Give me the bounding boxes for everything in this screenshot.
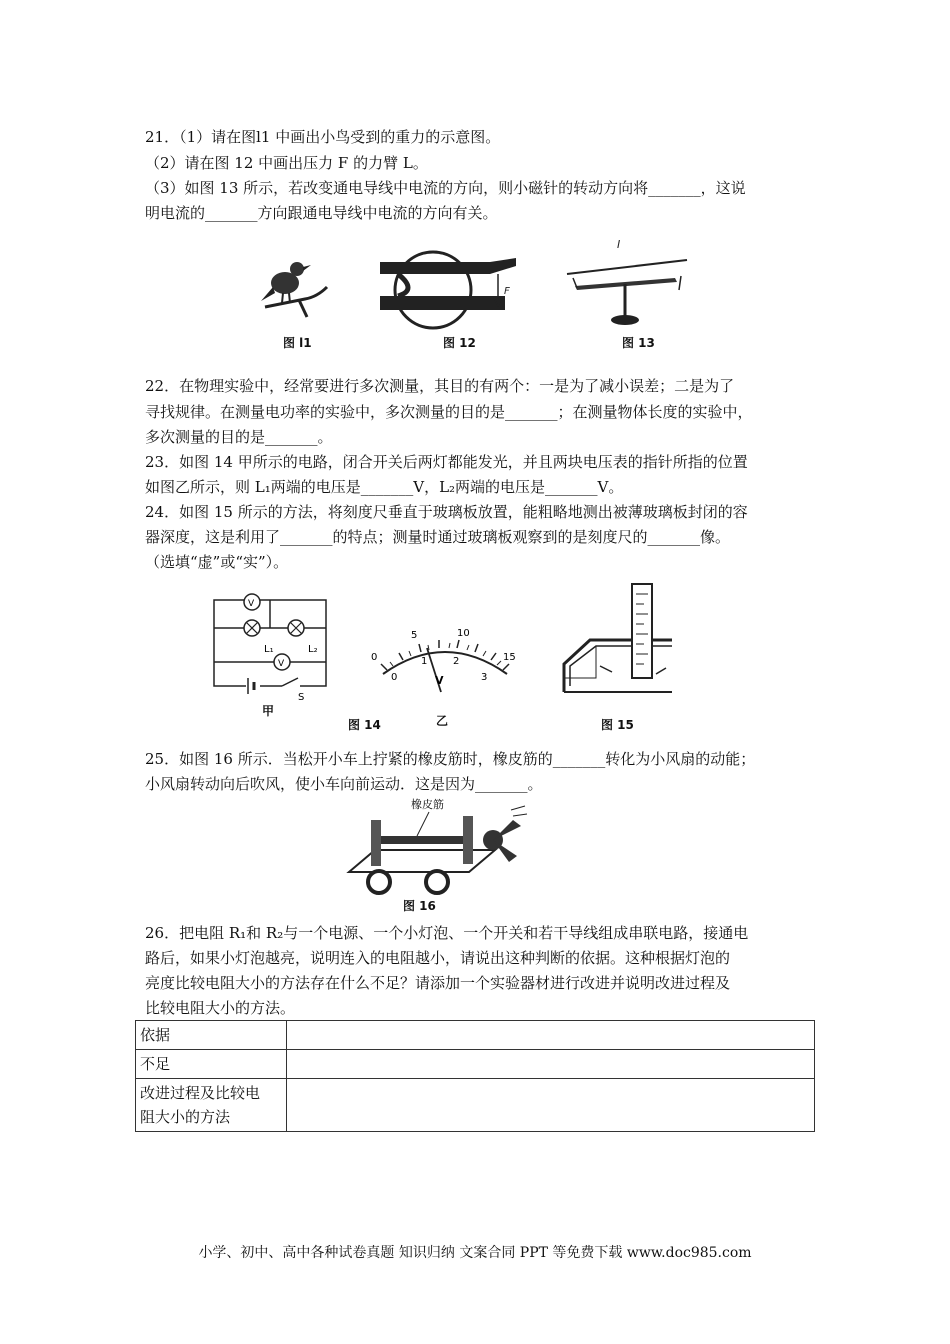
q21-line-3: （3）如图 13 所示，若改变通电导线中电流的方向，则小磁针的转动方向将_______，这说 [145, 179, 746, 197]
table-row [136, 1050, 815, 1079]
scale-top-15: 15 [503, 652, 516, 663]
figure-11-bird [255, 245, 340, 330]
figure-11-caption: 图 l1 [283, 336, 312, 350]
figure-14-L1-label: L₁ [264, 644, 274, 655]
table-answer-basis[interactable] [287, 1021, 815, 1050]
figure-13-compass [565, 238, 690, 330]
table-row [136, 1021, 815, 1050]
figure-12-force-label: F [504, 286, 510, 297]
figure-14-circuit [210, 592, 335, 702]
page-footer: 小学、初中、高中各种试卷真题 知识归纳 文案合同 PPT 等免费下载 www.doc985.com [198, 1245, 752, 1261]
scale-bottom-0: 0 [391, 672, 398, 683]
figure-16-fan-car [345, 796, 530, 896]
scale-top-5: 5 [411, 630, 418, 641]
q24-line-2: 器深度，这是利用了_______的特点；测量时通过玻璃板观察到的是刻度尺的_______像。 [145, 528, 731, 546]
figure-15-caption: 图 15 [601, 718, 634, 732]
figure-16-caption: 图 16 [403, 899, 436, 913]
figure-16-rubber-band-label: 橡皮筋 [411, 798, 444, 811]
figure-12-caption: 图 12 [443, 336, 476, 350]
q23-line-2: 如图乙所示，则 L₁两端的电压是_______V，L₂两端的电压是_______V。 [145, 478, 624, 496]
scale-bottom-3: 3 [481, 672, 488, 683]
scale-bottom-1: 1 [421, 656, 428, 667]
svg-text:V: V [278, 659, 285, 669]
scale-bottom-2: 2 [453, 656, 460, 667]
figure-13-current-label: I [617, 238, 621, 251]
table-label-improvement [136, 1079, 287, 1132]
table-label-shortcoming: 不足 [136, 1050, 287, 1079]
q26-line-3: 亮度比较电阻大小的方法存在什么不足？请添加一个实验器材进行改进并说明改进过程及 [145, 974, 731, 992]
answer-table [135, 1020, 815, 1132]
figure-14-voltmeter [365, 620, 525, 710]
figure-14-caption: 图 14 [348, 718, 381, 732]
q26-line-4: 比较电阻大小的方法。 [145, 999, 296, 1017]
table-answer-shortcoming[interactable] [287, 1050, 815, 1079]
q21-line-4: 明电流的_______方向跟通电导线中电流的方向有关。 [145, 204, 498, 222]
q24-line-3: （选填“虚”或“实”）。 [145, 553, 289, 571]
figure-14-yi-label: 乙 [436, 714, 449, 728]
q22-line-2: 寻找规律。在测量电功率的实验中，多次测量的目的是_______；在测量物体长度的实验中， [145, 403, 753, 421]
table-label-improvement-line2: 阻大小的方法 [140, 1108, 231, 1126]
q26-line-2: 路后，如果小灯泡越亮，说明连入的电阻越小，请说出这种判断的依据。这种根据灯泡的 [145, 949, 731, 967]
q22-line-3: 多次测量的目的是_______。 [145, 428, 333, 446]
q25-line-2: 小风扇转动向后吹风，使小车向前运动．这是因为_______。 [145, 775, 543, 793]
scale-top-0: 0 [371, 652, 378, 663]
q22-line-1: 22．在物理实验中，经常要进行多次测量，其目的有两个：一是为了减小误差；二是为了 [145, 377, 735, 395]
figure-14-switch-label: S [298, 692, 305, 702]
q21-line-1: 21．（1）请在图l1 中画出小鸟受到的重力的示意图。 [145, 128, 501, 146]
figure-14-L2-label: L₂ [308, 644, 318, 655]
figure-13-caption: 图 13 [622, 336, 655, 350]
voltmeter-unit: V [435, 674, 444, 687]
table-answer-improvement[interactable] [287, 1079, 815, 1132]
figure-12-clamp [378, 248, 518, 330]
scale-top-10: 10 [457, 628, 470, 639]
q24-line-1: 24．如图 15 所示的方法，将刻度尺垂直于玻璃板放置，能粗略地测出被薄玻璃板封闭的容 [145, 503, 748, 521]
table-label-improvement-line1: 改进过程及比较电 [140, 1084, 261, 1102]
table-label-basis: 依据 [136, 1021, 287, 1050]
table-row [136, 1079, 815, 1132]
q23-line-1: 23．如图 14 甲所示的电路，闭合开关后两灯都能发光，并且两块电压表的指针所指的位置 [145, 453, 748, 471]
q21-line-2: （2）请在图 12 中画出压力 F 的力臂 L。 [145, 154, 428, 172]
q26-line-1: 26．把电阻 R₁和 R₂与一个电源、一个小灯泡、一个开关和若干导线组成串联电路，接通电 [145, 924, 749, 942]
svg-text:V: V [248, 599, 255, 609]
q25-line-1: 25．如图 16 所示．当松开小车上拧紧的橡皮筋时，橡皮筋的_______转化为小风扇的动能； [145, 750, 756, 768]
figure-15-ruler-glass [560, 582, 675, 712]
figure-14-jia-label: 甲 [262, 704, 275, 718]
